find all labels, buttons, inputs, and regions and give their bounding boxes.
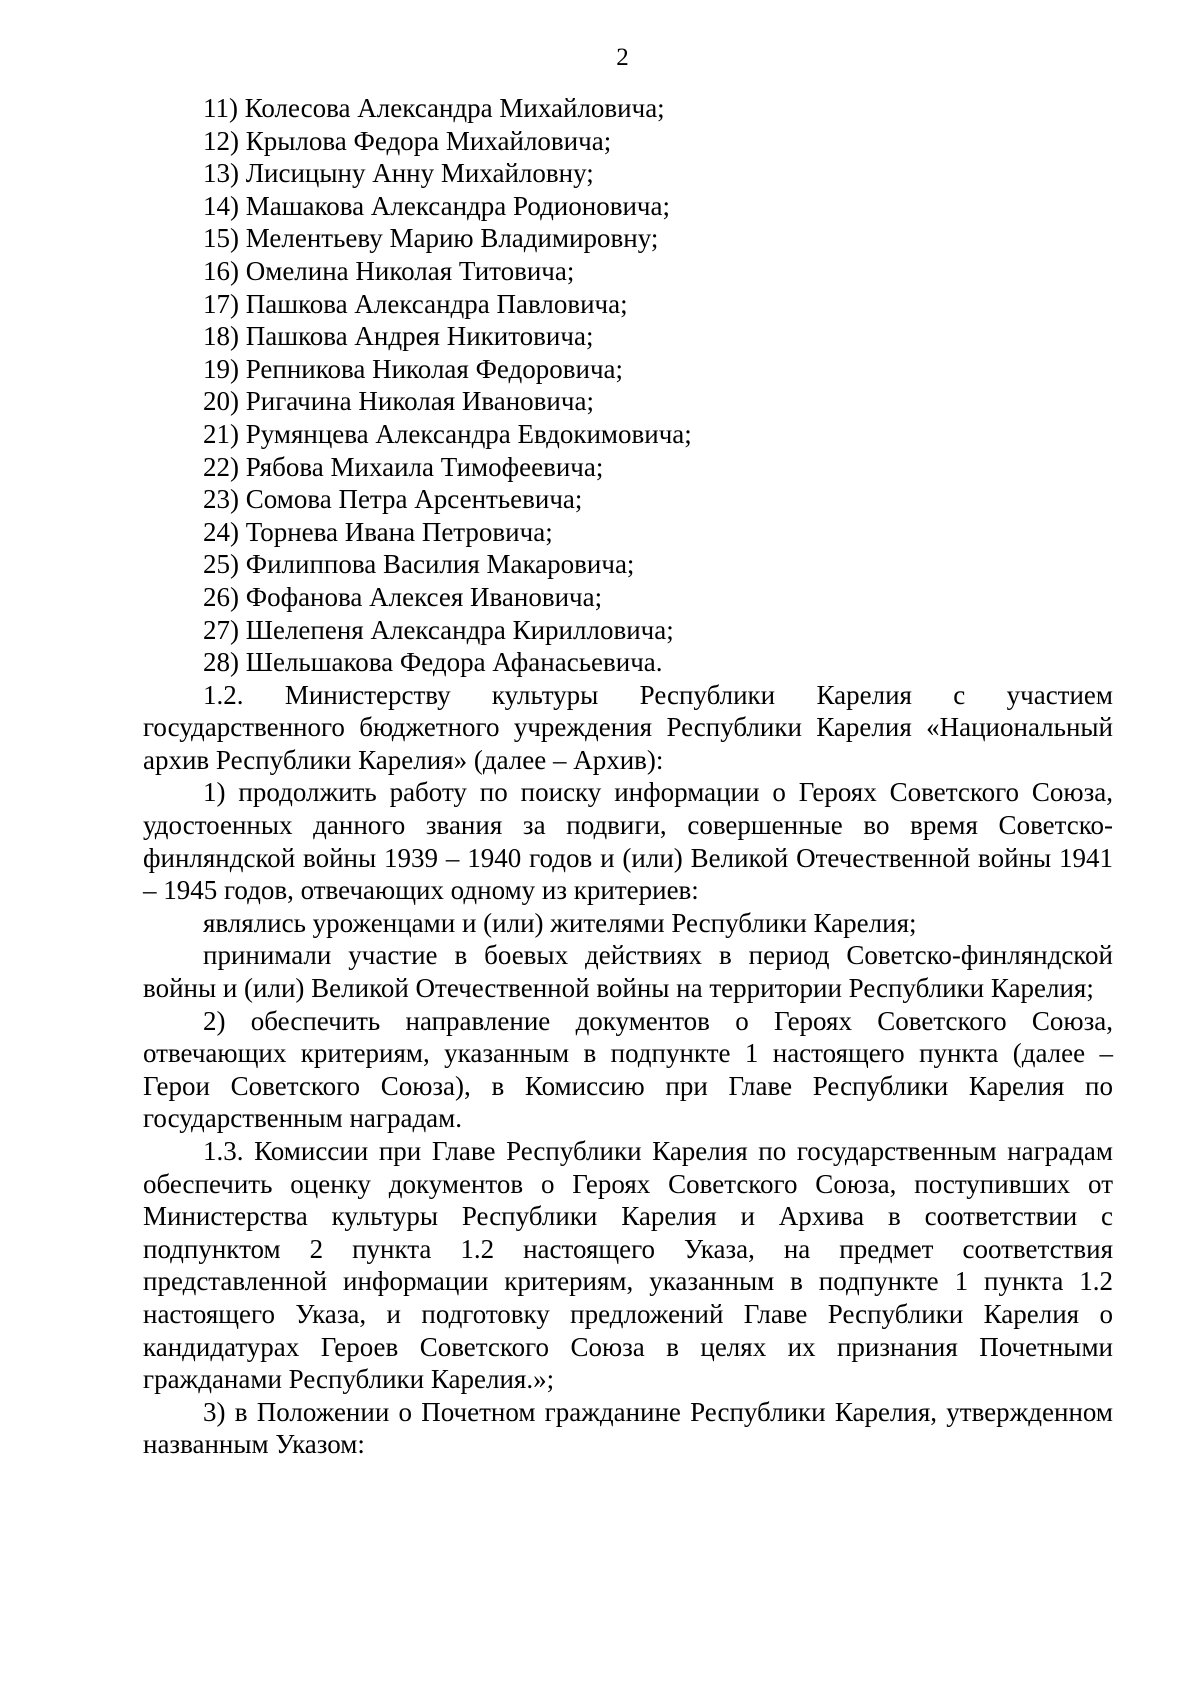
list-item: 19) Репникова Николая Федоровича; [203,353,624,384]
page-number: 2 [616,44,629,71]
list-item: 11) Колесова Александра Михайловича; [203,93,665,123]
list-item: 22) Рябова Михаила Тимофеевича; [203,451,604,482]
list-item: 21) Румянцева Александра Евдокимовича; [203,418,692,449]
list-item: 15) Мелентьеву Марию Владимировну; [203,223,659,254]
list-item: 17) Пашкова Александра Павловича; [203,288,628,319]
list-item: 23) Сомова Петра Арсентьевича; [203,484,583,515]
list-item: 27) Шелепеня Александра Кирилловича; [203,614,674,645]
list-item: 24) Торнева Ивана Петровича; [203,516,553,547]
paragraph-criterion-1: являлись уроженцами и (или) жителями Республики Карелия; [203,907,917,938]
paragraph-1-3: 1.3. Комиссии при Главе Республики Карелия по государственным наградам обеспечить оценку документов о Героях Советского Союза, поступивших от Министерства культуры Республики Карелия и Архива в соответствии с подпунктом 2 пункта 1.2 настоящего Указа, на предмет соответствия представленной информации критериям, указанным в подпункте 1 пункта 1.2 настоящего Указа, и подготовку предложений Главе Республики Карелия о кандидатурах Героев Советского Союза в целях их признания Почетными гражданами Республики Карелия.»; [143,1136,1113,1395]
list-item: 13) Лисицыну Анну Михайловну; [203,158,594,189]
list-item: 12) Крылова Федора Михайловича; [203,125,612,156]
recipient-list [143,92,1113,679]
list-item: 20) Ригачина Николая Ивановича; [203,386,594,417]
list-item: 14) Машакова Александра Родионовича; [203,190,670,221]
list-item: 25) Филиппова Василия Макаровича; [203,549,635,580]
paragraph-criterion-2: принимали участие в боевых действиях в период Советско-финляндской войны и (или) Великой Отечественной войны на территории Республики Карелия; [143,940,1113,1004]
paragraph-subitem-2: 2) обеспечить направление документов о Героях Советского Союза, отвечающих критериям, указанным в подпункте 1 настоящего пункта (далее – Герои Советского Союза), в Комиссию при Главе Республики Карелия по государственным наградам. [143,1005,1113,1134]
list-item: 16) Омелина Николая Титовича; [203,255,575,286]
document-body [143,92,1113,1461]
paragraph-1-2: 1.2. Министерству культуры Республики Карелия с участием государственного бюджетного учреждения Республики Карелия «Национальный архив Республики Карелия» (далее – Архив): [143,679,1113,775]
list-item: 26) Фофанова Алексея Ивановича; [203,581,603,612]
list-item: 28) Шельшакова Федора Афанасьевича. [203,647,663,678]
paragraph-item-3: 3) в Положении о Почетном гражданине Республики Карелия, утвержденном названным Указом: [143,1396,1113,1460]
paragraph-subitem-1: 1) продолжить работу по поиску информации о Героях Советского Союза, удостоенных данного звания за подвиги, совершенные во время Советско-финляндской войны 1939 – 1940 годов и (или) Великой Отечественной войны 1941 – 1945 годов, отвечающих одному из критериев: [143,777,1113,906]
list-item: 18) Пашкова Андрея Никитовича; [203,321,594,352]
